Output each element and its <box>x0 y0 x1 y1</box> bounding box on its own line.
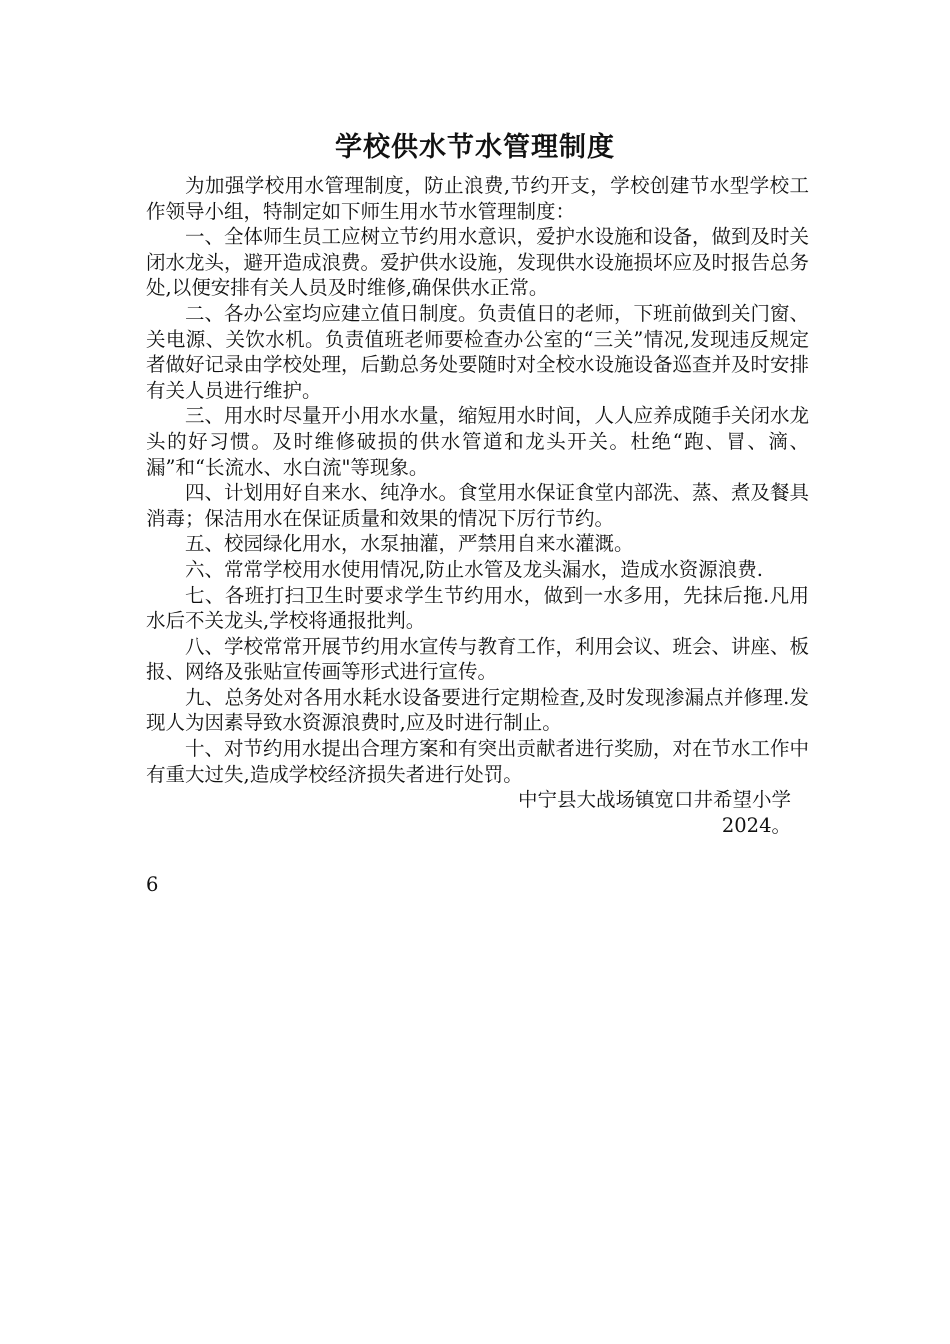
rule-paragraph-2: 二、各办公室均应建立值日制度。负责值日的老师，下班前做到关门窗、关电源、关饮水机。负责值班老师要检查办公室的“三关”情况,发现违反规定者做好记录由学校处理，后勤总务处要随时对全校水设施设备巡查并及时安排有关人员进行维护。 <box>146 301 810 402</box>
rule-paragraph-7: 七、各班打扫卫生时要求学生节约用水，做到一水多用，先抹后拖.凡用水后不关龙头,学校将通报批判。 <box>146 583 809 633</box>
page-number: 6 <box>146 873 159 896</box>
signature-date: 2024。 <box>721 813 791 837</box>
document-body <box>146 173 809 838</box>
rule-paragraph-8: 八、学校常常开展节约用水宣传与教育工作，利用会议、班会、讲座、板报、网络及张贴宣传画等形式进行宣传。 <box>146 634 810 684</box>
document-title: 学校供水节水管理制度 <box>335 132 615 163</box>
intro-paragraph: 为加强学校用水管理制度，防止浪费,节约开支，学校创建节水型学校工作领导小组，特制定如下师生用水节水管理制度： <box>146 174 809 223</box>
rule-paragraph-3: 三、用水时尽量开小用水水量，缩短用水时间，人人应养成随手关闭水龙头的好习惯。及时维修破损的供水管道和龙头开关。杜绝“跑、冒、滴、漏”和“长流水、水白流"等现象。 <box>146 404 810 479</box>
rule-paragraph-5: 五、校园绿化用水，水泵抽灌，严禁用自来水灌溉。 <box>185 532 634 556</box>
rule-paragraph-4: 四、计划用好自来水、纯净水。食堂用水保证食堂内部洗、蒸、煮及餐具消毒；保洁用水在保证质量和效果的情况下厉行节约。 <box>146 481 810 530</box>
rule-paragraph-6: 六、常常学校用水使用情况,防止水管及龙头漏水，造成水资源浪费. <box>185 557 763 581</box>
rule-paragraph-1: 一、全体师生员工应树立节约用水意识，爱护水设施和设备，做到及时关闭水龙头，避开造成浪费。爱护供水设施，发现供水设施损坏应及时报告总务处,以便安排有关人员及时维修,确保供水正常。 <box>146 225 810 300</box>
signature-school: 中宁县大战场镇宽口井希望小学 <box>517 788 791 812</box>
rule-paragraph-9: 九、总务处对各用水耗水设备要进行定期检查,及时发现渗漏点并修理.发现人为因素导致水资源浪费时,应及时进行制止。 <box>146 685 809 735</box>
rule-paragraph-10: 十、对节约用水提出合理方案和有突出贡献者进行奖励，对在节水工作中有重大过失,造成学校经济损失者进行处罚。 <box>146 737 810 786</box>
